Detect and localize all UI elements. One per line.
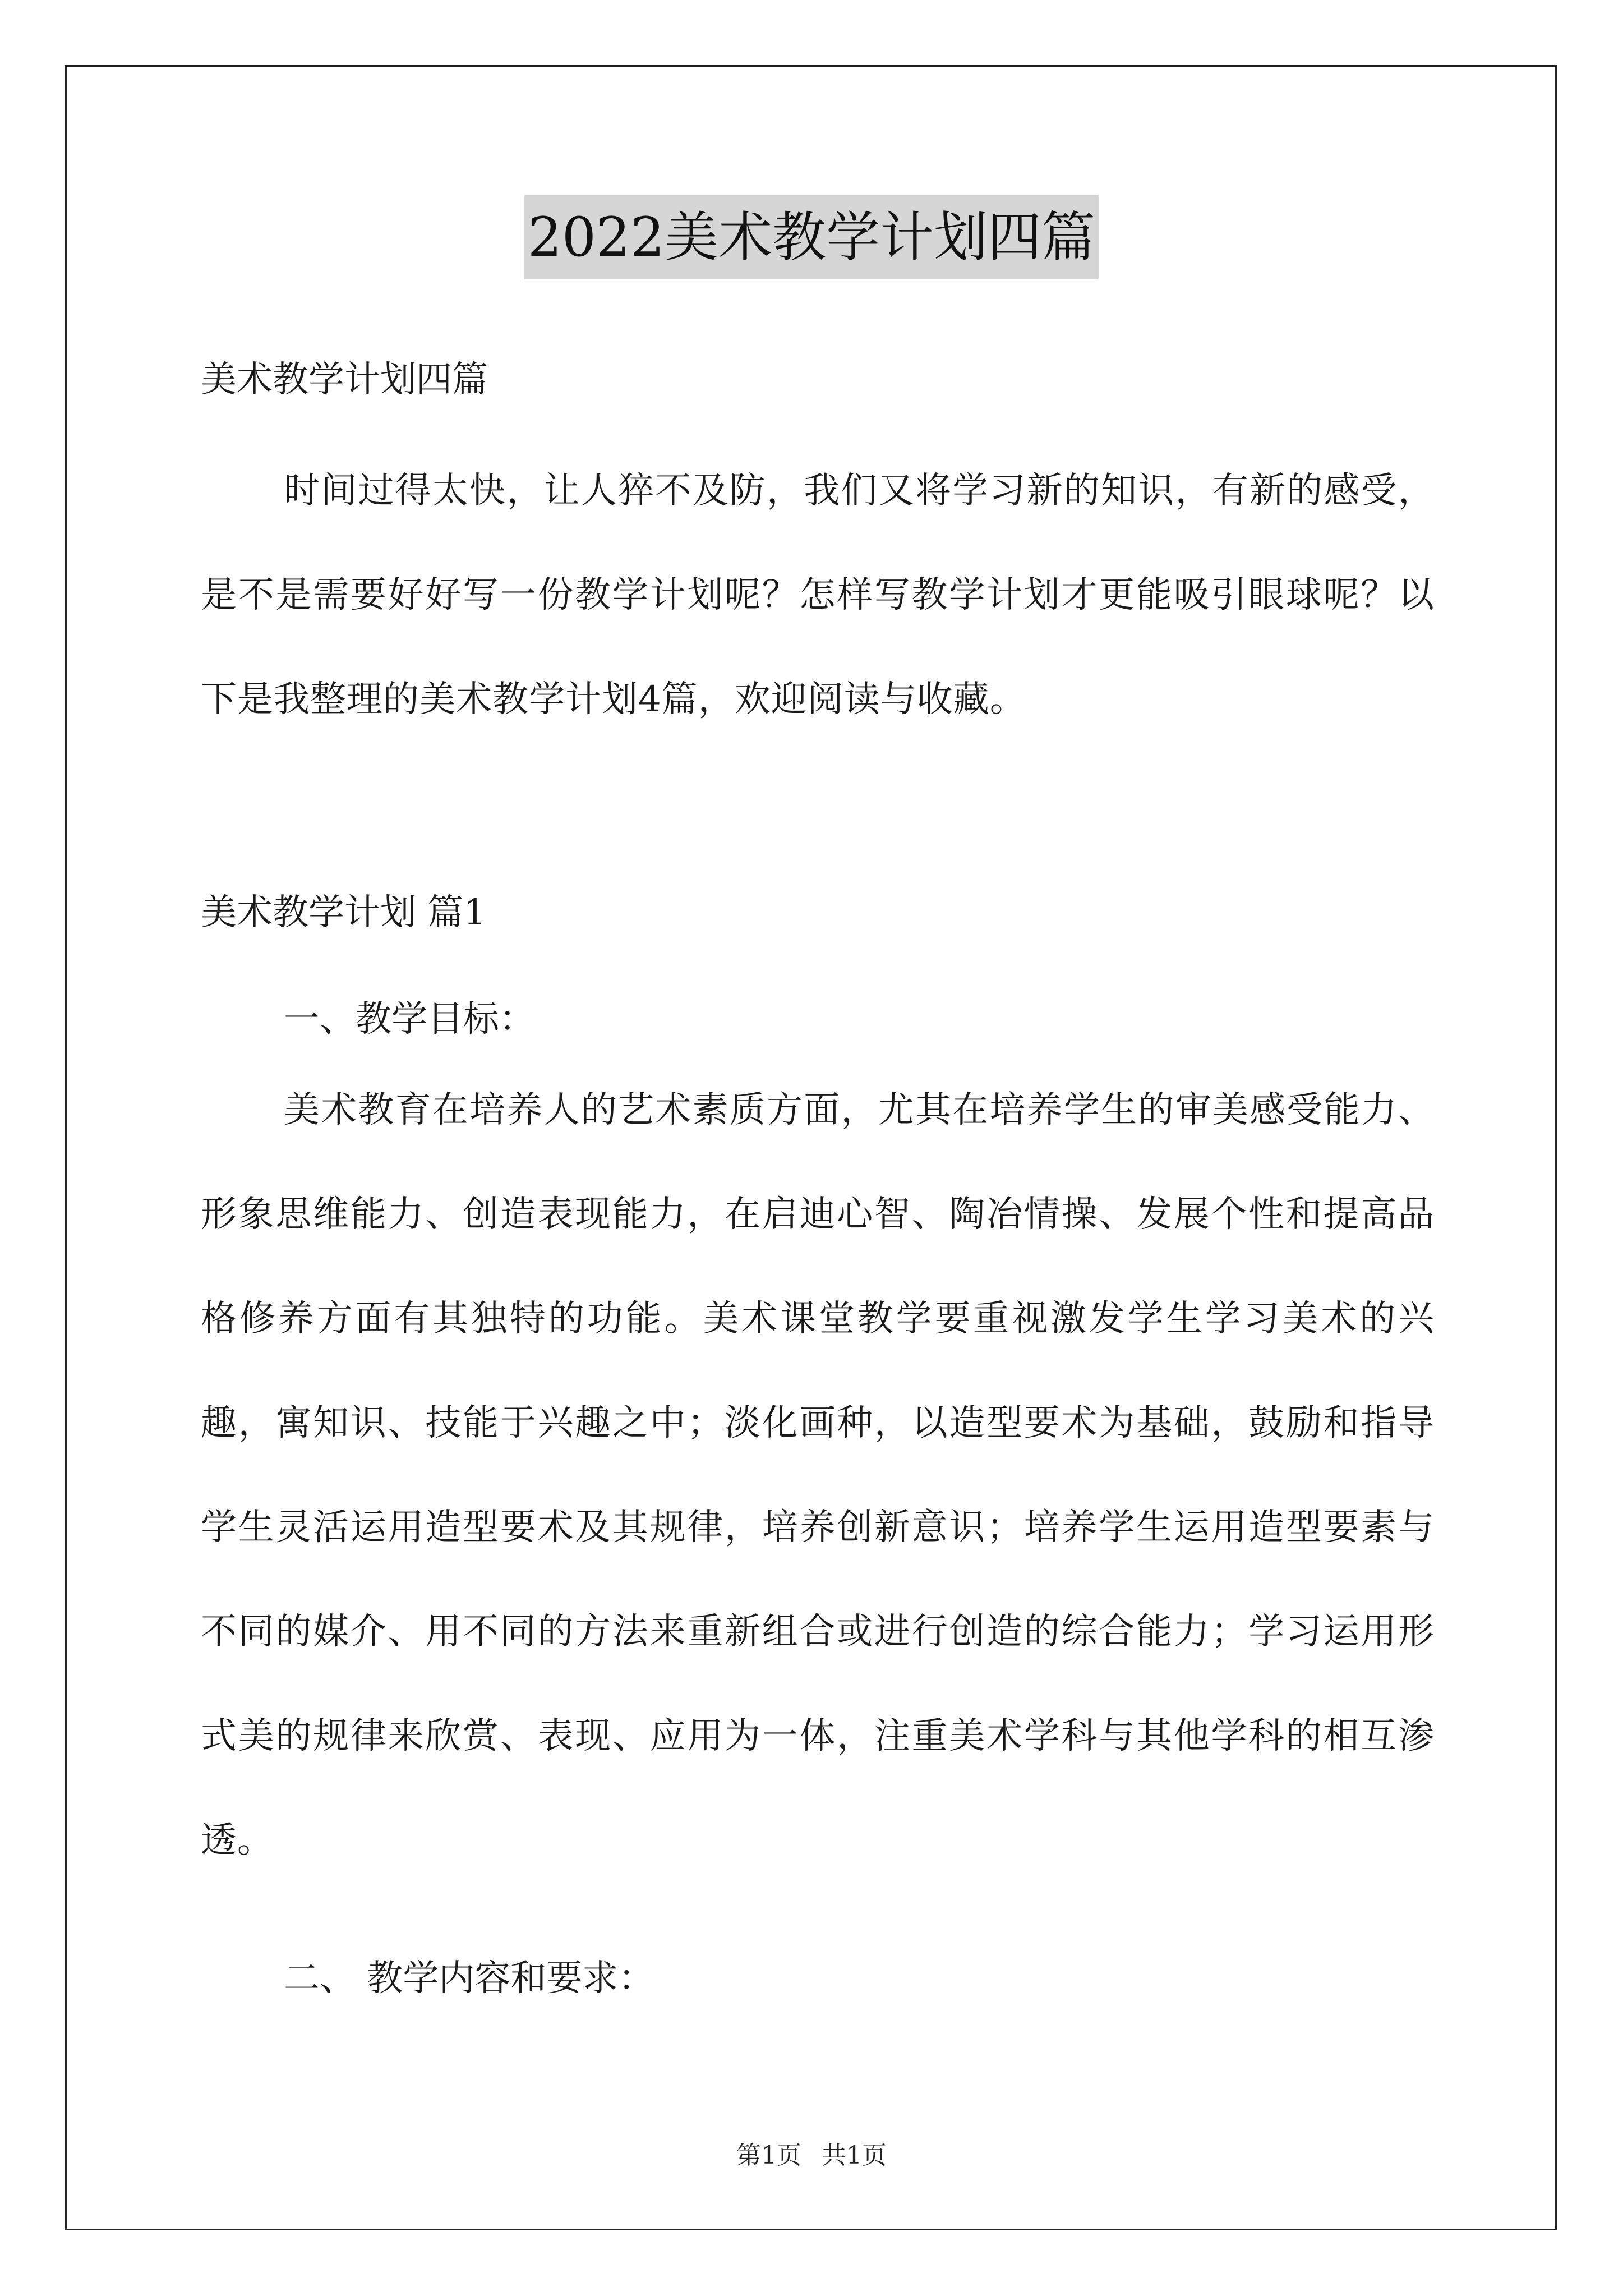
page-number: 第1页 [736,2141,801,2170]
part2-heading: 二、 教学内容和要求： [284,1958,654,1999]
title-container [0,195,1623,279]
subtitle: 美术教学计划四篇 [201,359,488,401]
part1-heading: 一、教学目标： [284,999,535,1040]
document-title: 2022美术教学计划四篇 [524,195,1099,279]
page-total: 共1页 [822,2141,887,2170]
intro-paragraph: 时间过得太快，让人猝不及防，我们又将学习新的知识，有新的感受，是不是需要好好写一份教学计划呢？怎样写教学计划才更能吸引眼球呢？以下是我整理的美术教学计划4篇，欢迎阅读与收藏。 [201,470,1435,720]
section-heading: 美术教学计划 篇1 [201,892,487,933]
part1-paragraph: 美术教育在培养人的艺术素质方面，尤其在培养学生的审美感受能力、形象思维能力、创造表现能力，在启迪心智、陶冶情操、发展个性和提高品格修养方面有其独特的功能。美术课堂教学要重视激发学生学习美术的兴趣，寓知识、技能于兴趣之中；淡化画种，以造型要术为基础，鼓励和指导学生灵活运用造型要术及其规律，培养创新意识；培养学生运用造型要素与不同的媒介、用不同的方法来重新组合或进行创造的综合能力；学习运用形式美的规律来欣赏、表现、应用为一体，注重美术学科与其他学科的相互渗透。 [201,1089,1435,1861]
page-footer [0,2135,1623,2171]
